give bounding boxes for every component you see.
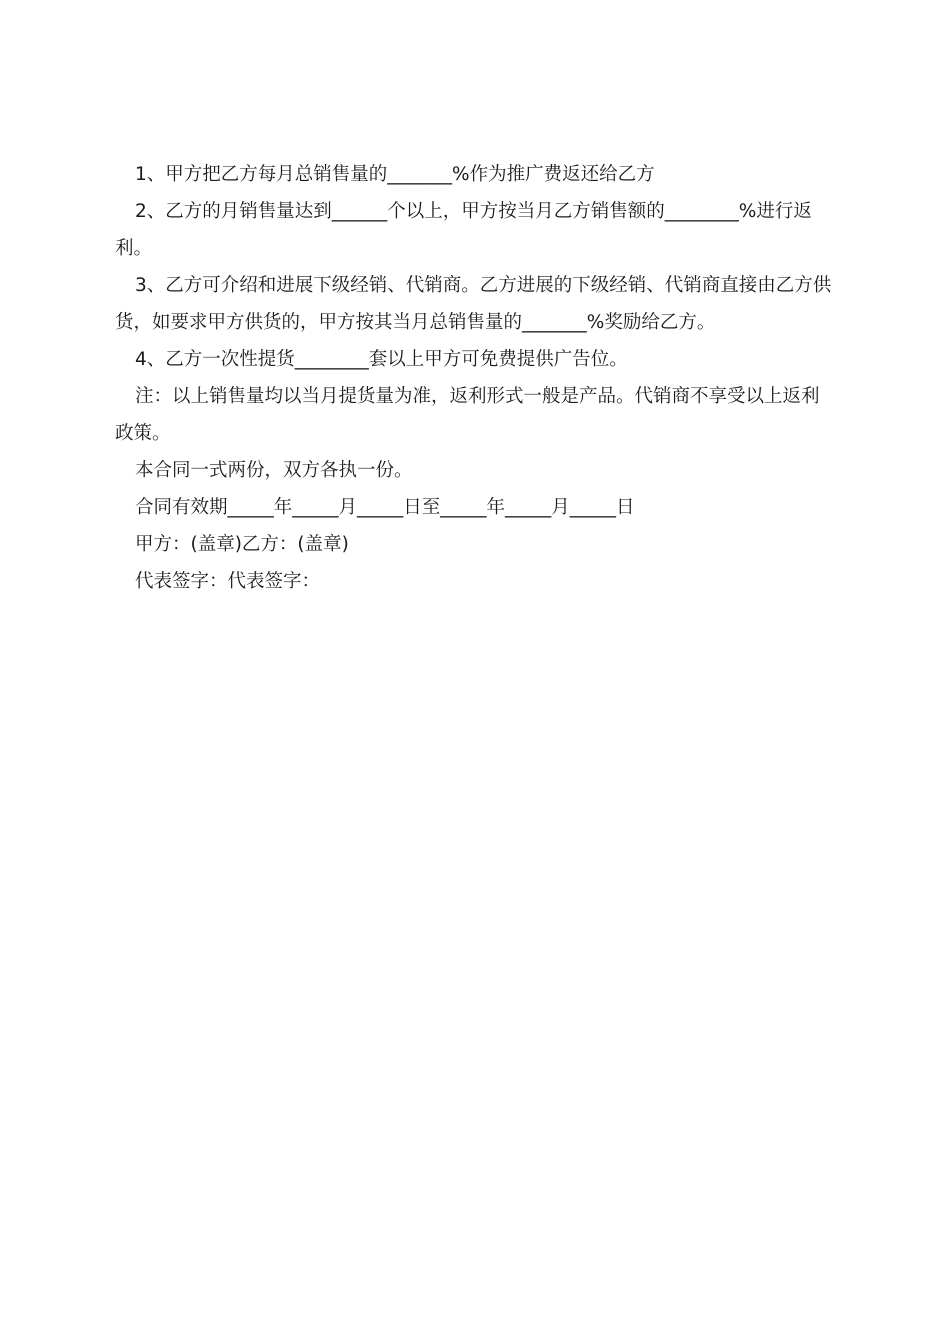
clause-1: 1、甲方把乙方每月总销售量的_______%作为推广费返还给乙方: [135, 164, 655, 185]
contract-body: [115, 156, 837, 600]
clause-4: 4、乙方一次性提货________套以上甲方可免费提供广告位。: [135, 349, 628, 370]
note-paragraph: 注：以上销售量均以当月提货量为准，返利形式一般是产品。代销商不享受以上返利政策。: [115, 386, 820, 444]
clause-2: 2、乙方的月销售量达到______个以上，甲方按当月乙方销售额的________%进行返利。: [115, 201, 812, 259]
party-seals: 甲方：(盖章)乙方：(盖章): [135, 534, 349, 555]
clause-3: 3、乙方可介绍和进展下级经销、代销商。乙方进展的下级经销、代销商直接由乙方供货，如要求甲方供货的，甲方按其当月总销售量的_______%奖励给乙方。: [115, 275, 832, 333]
representative-signatures: 代表签字：代表签字：: [135, 571, 321, 592]
copies-statement: 本合同一式两份，双方各执一份。: [135, 460, 413, 481]
validity-period: 合同有效期_____年_____月_____日至_____年_____月_____日: [135, 497, 635, 518]
